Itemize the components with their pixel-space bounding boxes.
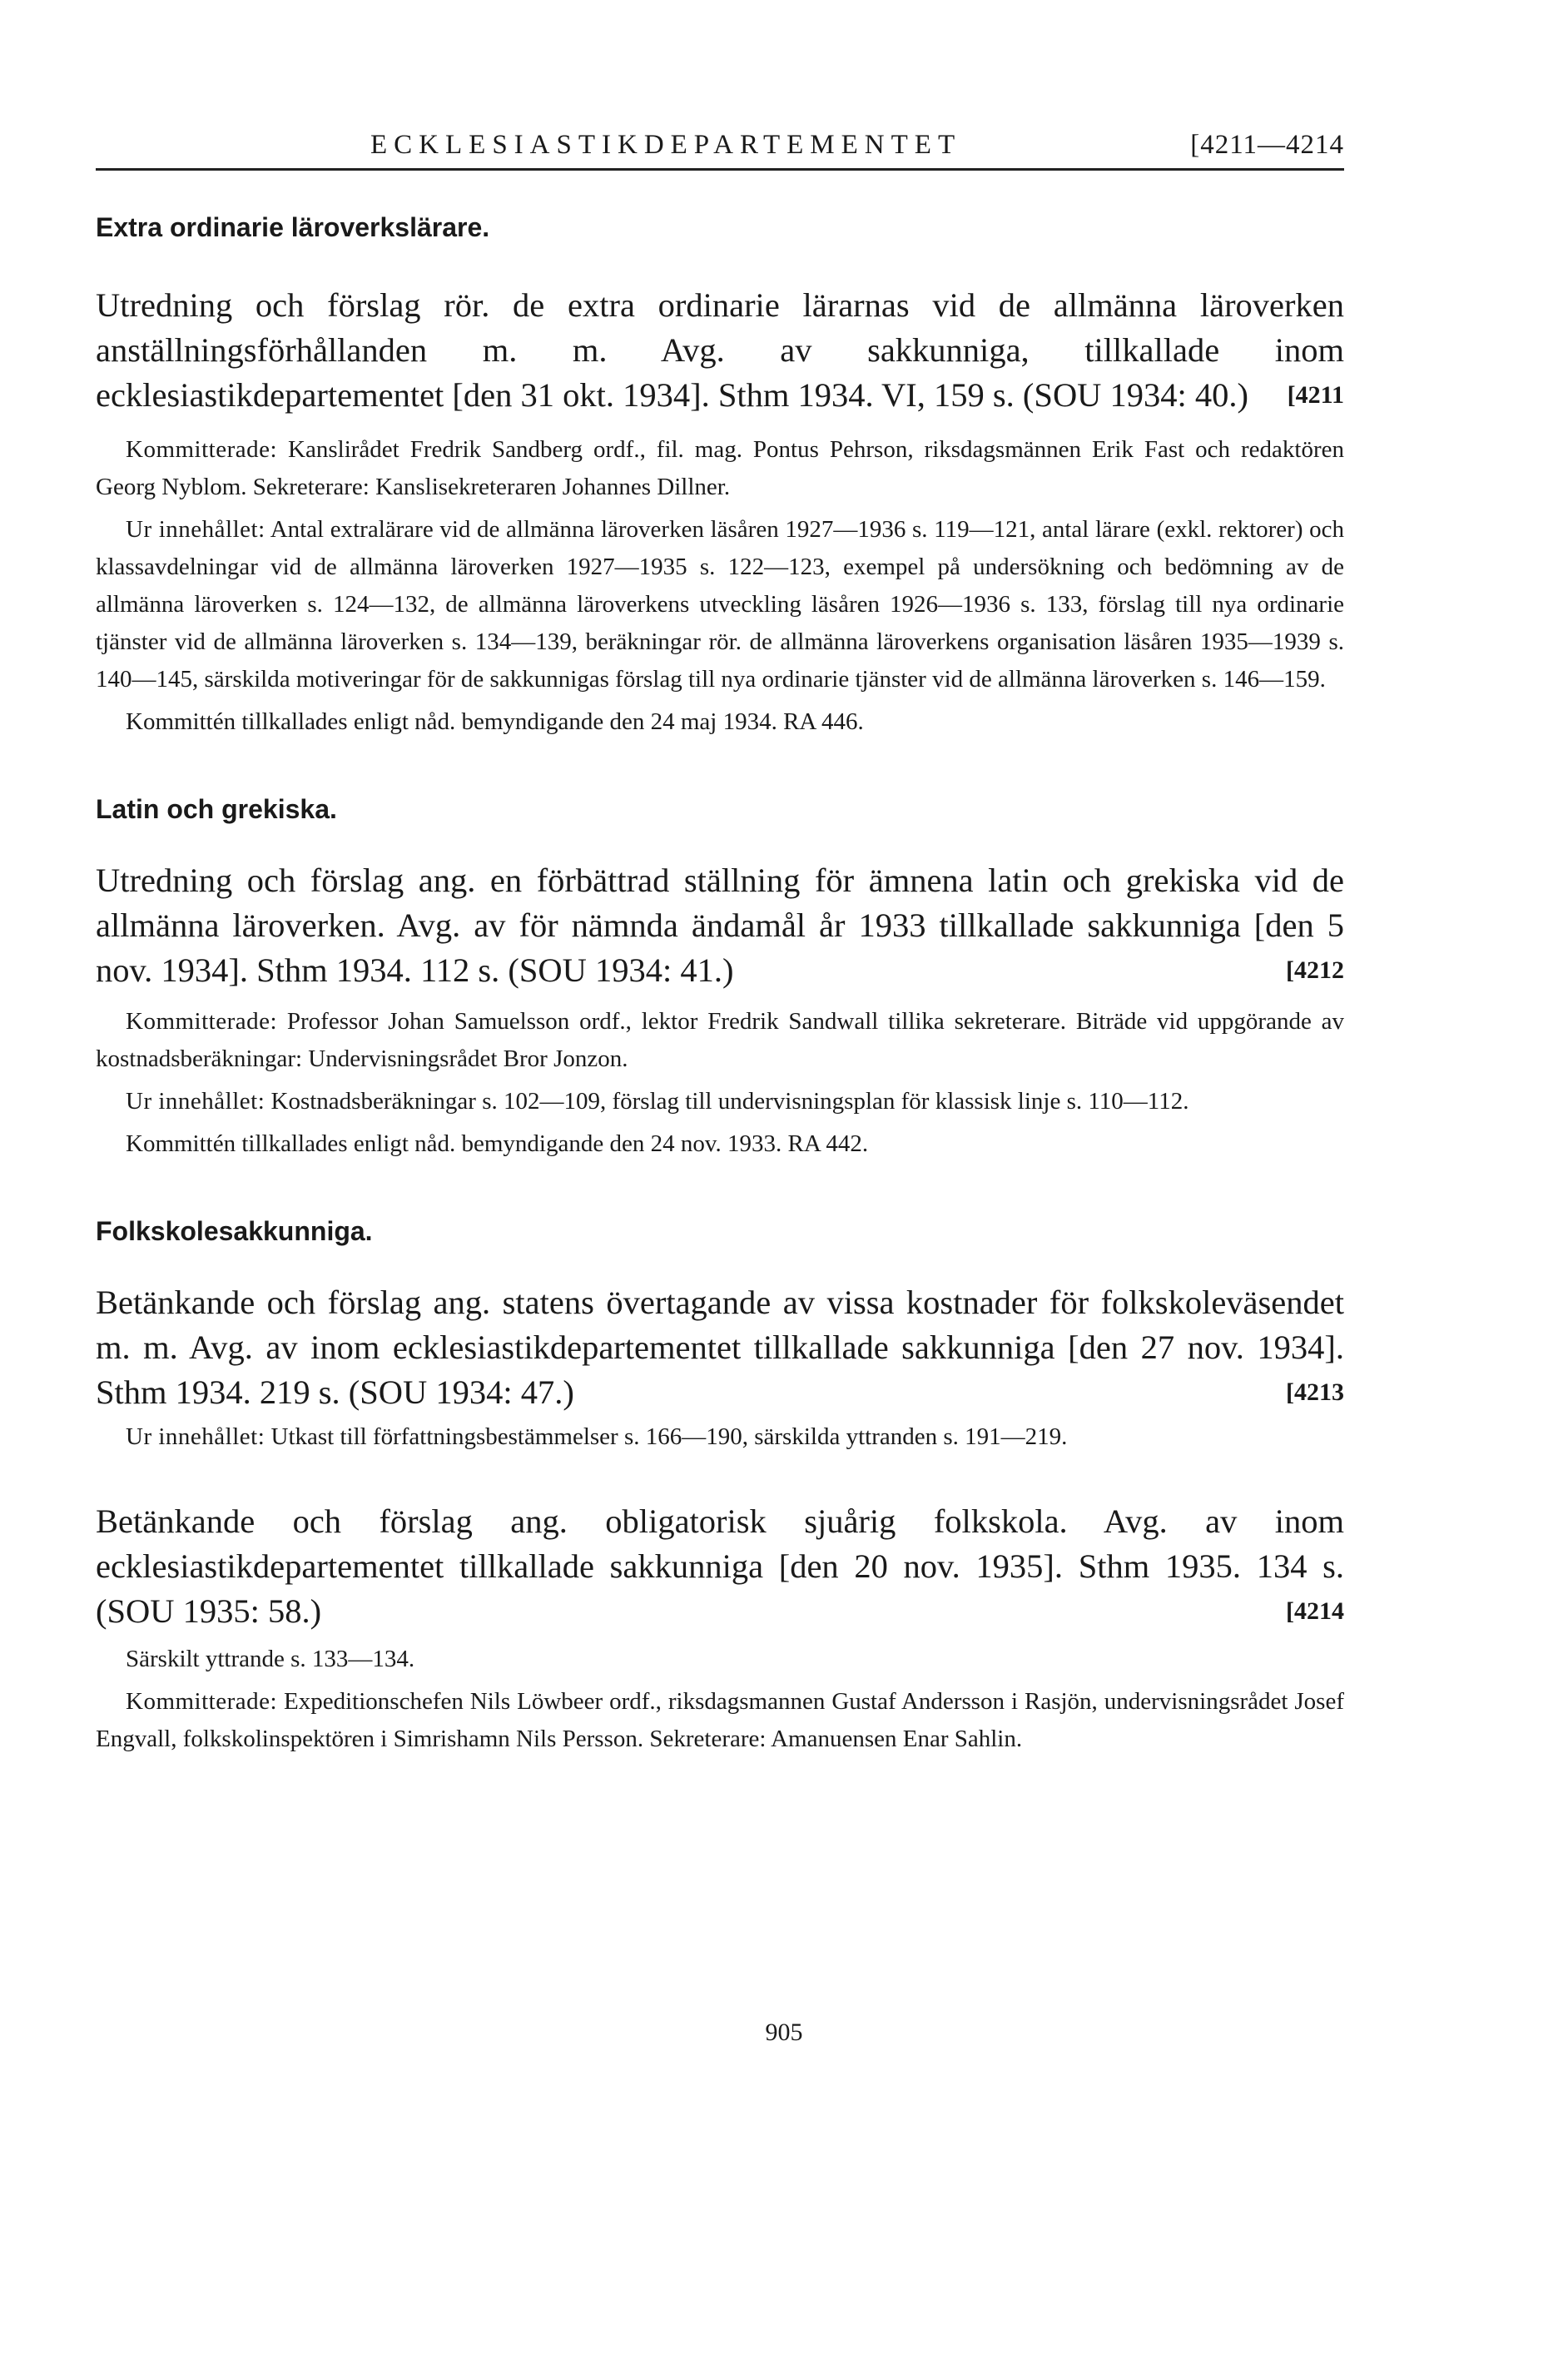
entry-note: Kommittén tillkallades enligt nåd. bemyndigande den 24 nov. 1933. RA 442.: [126, 1130, 869, 1157]
entry-title: Betänkande och förslag ang. statens övertagande av vissa kostnader för folkskoleväsendet m. m. Avg. av inom ecklesiastikdepartementet tillkallade sakkunniga [den 27 nov. 1934]. Sthm 1934. 219 s. (SOU 1934: 47.) [4213: [96, 1280, 1344, 1415]
entry-note: Kommitterade: Professor Johan Samuelsson ordf., lektor Fredrik Sandwall tillika sekreterare. Biträde vid uppgörande av kostnadsberäkningar: Undervisningsrådet Bror Jonzon.: [96, 1008, 1345, 1072]
entry-note: Särskilt yttrande s. 133—134.: [126, 1646, 415, 1672]
section-heading: Folkskolesakkunniga.: [96, 1216, 373, 1246]
entry-note: Kommittén tillkallades enligt nåd. bemyndigande den 24 maj 1934. RA 446.: [126, 708, 864, 735]
section-heading: Latin och grekiska.: [96, 794, 337, 824]
page-number: 905: [765, 2019, 803, 2046]
entry-title: Utredning och förslag rör. de extra ordinarie lärarnas vid de allmänna läroverken anställningsförhållanden m. m. Avg. av sakkunniga, tillkallade inom ecklesiastikdepartementet [den 31 okt. 1934]. Sthm 1934. VI, 159 s. (SOU 1934: 40.) [4211: [96, 283, 1344, 418]
entry-4212: [96, 858, 1344, 1163]
entry-4214: [96, 1499, 1344, 1758]
entry-number: [4213: [1286, 1378, 1344, 1406]
page: [96, 125, 1344, 1758]
entry-4213: [96, 1280, 1344, 1456]
running-head-title: ECKLESIASTIKDEPARTEMENTET: [370, 130, 962, 160]
section-heading: Extra ordinarie läroverkslärare.: [96, 212, 490, 242]
running-head: [96, 125, 1344, 171]
entry-number: [4211: [1287, 381, 1344, 409]
entry-title: Betänkande och förslag ang. obligatorisk sjuårig folkskola. Avg. av inom ecklesiastikdepartementet tillkallade sakkunniga [den 20 nov. 1935]. Sthm 1935. 134 s. (SOU 1935: 58.) [4214: [96, 1499, 1344, 1634]
entry-note: Ur innehållet: Antal extralärare vid de allmänna läroverken läsåren 1927—1936 s. 119—121, antal lärare (exkl. rektorer) och klassavdelningar vid de allmänna läroverken 1927—1935 s. 122—123, exempel på undersökning och bedömning av de allmänna läroverken s. 124—132, de allmänna läroverkens utveckling läsåren 1926—1936 s. 133, förslag till nya ordinarie tjänster vid de allmänna läroverken s. 134—139, beräkningar rör. de allmänna läroverkens organisation läsåren 1935—1939 s. 140—145, särskilda motiveringar för de sakkunnigas förslag till nya ordinarie tjänster vid de allmänna läroverken s. 146—159.: [96, 516, 1344, 693]
entry-note: Kommitterade: Expeditionschefen Nils Löwbeer ordf., riksdagsmannen Gustaf Andersson i Rasjön, undervisningsrådet Josef Engvall, folkskolinspektören i Simrishamn Nils Persson. Sekreterare: Amanuensen Enar Sahlin.: [96, 1688, 1345, 1752]
entry-title: Utredning och förslag ang. en förbättrad ställning för ämnena latin och grekiska vid de allmänna läroverken. Avg. av för nämnda ändamål år 1933 tillkallade sakkunniga [den 5 nov. 1934]. Sthm 1934. 112 s. (SOU 1934: 41.) [4212: [96, 858, 1344, 993]
entry-range: [4211—4214: [1190, 130, 1344, 160]
entry-4211: [96, 283, 1344, 741]
entry-number: [4212: [1286, 956, 1344, 984]
entry-number: [4214: [1286, 1597, 1344, 1625]
entry-note: Kommitterade: Kanslirådet Fredrik Sandberg ordf., fil. mag. Pontus Pehrson, riksdagsmännen Erik Fast och redaktören Georg Nyblom. Sekreterare: Kanslisekreteraren Johannes Dillner.: [96, 436, 1345, 500]
entry-note: Ur innehållet: Utkast till författningsbestämmelser s. 166—190, särskilda yttranden s. 191—219.: [126, 1423, 1068, 1450]
entry-note: Ur innehållet: Kostnadsberäkningar s. 102—109, förslag till undervisningsplan för klassisk linje s. 110—112.: [126, 1088, 1189, 1115]
